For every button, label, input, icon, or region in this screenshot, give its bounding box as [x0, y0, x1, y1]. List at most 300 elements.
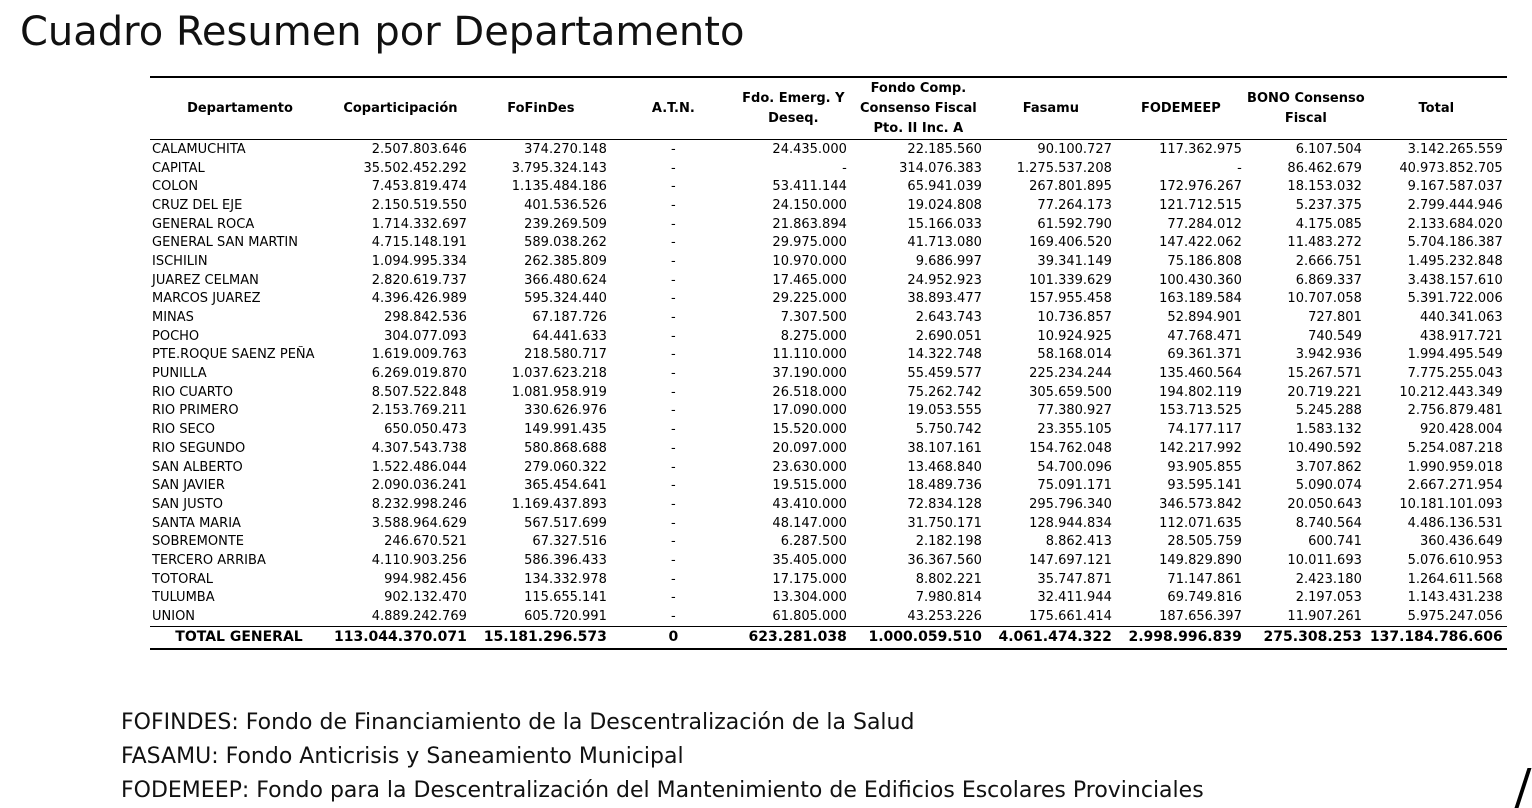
value-cell: 5.245.288: [1295, 403, 1362, 419]
value-cell: 0: [611, 626, 736, 649]
column-header: Fondo Comp. Consenso Fiscal Pto. II Inc. A: [851, 77, 986, 140]
value-cell: 147.422.062: [1159, 235, 1242, 251]
value-cell: 53.411.144: [772, 179, 847, 195]
table-row: [150, 420, 1507, 439]
value-cell: 1.143.431.238: [1407, 590, 1503, 606]
table-row: [150, 177, 1507, 196]
value-cell: 15.520.000: [772, 422, 847, 438]
value-cell: 23.355.105: [1037, 422, 1112, 438]
value-cell: 8.740.564: [1295, 515, 1362, 531]
value-cell: 2.150.519.550: [371, 197, 467, 213]
value-cell: 10.707.058: [1287, 291, 1362, 307]
value-cell: 128.944.834: [1029, 515, 1112, 531]
value-cell: -: [671, 590, 676, 606]
value-cell: 3.942.936: [1295, 347, 1362, 363]
value-cell: 1.522.486.044: [371, 459, 467, 475]
value-cell: 7.307.500: [780, 310, 847, 326]
value-cell: 48.147.000: [772, 515, 847, 531]
value-cell: 2.690.051: [915, 328, 982, 344]
summary-table: [150, 76, 1507, 650]
value-cell: 149.829.890: [1159, 552, 1242, 568]
value-cell: 623.281.038: [736, 626, 851, 649]
value-cell: -: [671, 253, 676, 269]
value-cell: -: [671, 310, 676, 326]
value-cell: 21.863.894: [772, 216, 847, 232]
value-cell: -: [671, 160, 676, 176]
value-cell: 1.037.623.218: [511, 366, 607, 382]
value-cell: 4.715.148.191: [371, 235, 467, 251]
value-cell: -: [671, 384, 676, 400]
value-cell: 17.090.000: [772, 403, 847, 419]
footnote-fofindes: FOFINDES: Fondo de Financiamiento de la Descentralización de la Salud: [121, 710, 915, 735]
value-cell: 175.661.414: [1029, 609, 1112, 625]
value-cell: 19.515.000: [772, 478, 847, 494]
value-cell: 1.994.495.549: [1407, 347, 1503, 363]
value-cell: 64.441.633: [532, 328, 607, 344]
value-cell: -: [671, 216, 676, 232]
value-cell: 20.097.000: [772, 440, 847, 456]
value-cell: 567.517.699: [524, 515, 607, 531]
value-cell: 67.187.726: [532, 310, 607, 326]
value-cell: 15.181.296.573: [471, 626, 611, 649]
value-cell: -: [671, 496, 676, 512]
value-cell: 3.438.157.610: [1407, 272, 1503, 288]
value-cell: 9.686.997: [915, 253, 982, 269]
value-cell: 69.749.816: [1167, 590, 1242, 606]
value-cell: 994.982.456: [384, 571, 467, 587]
value-cell: 6.869.337: [1295, 272, 1362, 288]
department-cell: GENERAL SAN MARTIN: [152, 235, 298, 251]
value-cell: 595.324.440: [524, 291, 607, 307]
value-cell: 586.396.433: [524, 552, 607, 568]
value-cell: 14.322.748: [907, 347, 982, 363]
value-cell: -: [671, 291, 676, 307]
value-cell: 304.077.093: [384, 328, 467, 344]
department-cell: JUAREZ CELMAN: [152, 272, 259, 288]
department-cell: SOBREMONTE: [152, 534, 244, 550]
value-cell: 17.465.000: [772, 272, 847, 288]
value-cell: 72.834.128: [907, 496, 982, 512]
value-cell: 77.284.012: [1167, 216, 1242, 232]
value-cell: 38.893.477: [907, 291, 982, 307]
value-cell: 163.189.584: [1159, 291, 1242, 307]
department-cell: CRUZ DEL EJE: [152, 197, 243, 213]
value-cell: 4.110.903.256: [371, 552, 467, 568]
value-cell: 121.712.515: [1159, 197, 1242, 213]
department-cell: RIO PRIMERO: [152, 403, 239, 419]
value-cell: 137.184.786.606: [1366, 626, 1507, 649]
value-cell: 1.135.484.186: [511, 179, 607, 195]
value-cell: 740.549: [1308, 328, 1362, 344]
table-row: [150, 290, 1507, 309]
value-cell: 74.177.117: [1167, 422, 1242, 438]
value-cell: 17.175.000: [772, 571, 847, 587]
value-cell: 15.267.571: [1287, 366, 1362, 382]
column-header: BONO Consenso Fiscal: [1246, 77, 1366, 140]
value-cell: 1.000.059.510: [851, 626, 986, 649]
table-row: [150, 476, 1507, 495]
value-cell: 1.714.332.697: [371, 216, 467, 232]
value-cell: 35.502.452.292: [363, 160, 467, 176]
value-cell: 6.269.019.870: [371, 366, 467, 382]
table-row: [150, 514, 1507, 533]
value-cell: 172.976.267: [1159, 179, 1242, 195]
footnote-fasamu: FASAMU: Fondo Anticrisis y Saneamiento Municipal: [121, 744, 684, 769]
value-cell: 298.842.536: [384, 310, 467, 326]
value-cell: 3.142.265.559: [1407, 141, 1503, 157]
department-cell: MINAS: [152, 310, 194, 326]
column-header: Fasamu: [986, 77, 1116, 140]
value-cell: 438.917.721: [1420, 328, 1503, 344]
value-cell: 374.270.148: [524, 141, 607, 157]
value-cell: 100.430.360: [1159, 272, 1242, 288]
value-cell: 69.361.371: [1167, 347, 1242, 363]
table-row: [150, 308, 1507, 327]
value-cell: 1.081.958.919: [511, 384, 607, 400]
value-cell: 169.406.520: [1029, 235, 1112, 251]
value-cell: 113.044.370.071: [330, 626, 471, 649]
value-cell: 24.435.000: [772, 141, 847, 157]
value-cell: 295.796.340: [1029, 496, 1112, 512]
value-cell: 6.107.504: [1295, 141, 1362, 157]
value-cell: -: [1237, 160, 1242, 176]
table-row: [150, 551, 1507, 570]
value-cell: 246.670.521: [384, 534, 467, 550]
department-cell: PUNILLA: [152, 366, 207, 382]
value-cell: 71.147.861: [1167, 571, 1242, 587]
table-row: [150, 327, 1507, 346]
value-cell: 4.175.085: [1295, 216, 1362, 232]
value-cell: 54.700.096: [1037, 459, 1112, 475]
column-header: Fdo. Emerg. Y Deseq.: [736, 77, 851, 140]
value-cell: 314.076.383: [899, 160, 982, 176]
value-cell: 2.197.053: [1295, 590, 1362, 606]
value-cell: -: [671, 141, 676, 157]
value-cell: -: [671, 552, 676, 568]
value-cell: 142.217.992: [1159, 440, 1242, 456]
value-cell: 650.050.473: [384, 422, 467, 438]
department-cell: SANTA MARIA: [152, 515, 241, 531]
value-cell: 93.595.141: [1167, 478, 1242, 494]
value-cell: 55.459.577: [907, 366, 982, 382]
department-cell: TULUMBA: [152, 590, 215, 606]
department-cell: SAN JAVIER: [152, 478, 225, 494]
page-title: Cuadro Resumen por Departamento: [20, 9, 745, 55]
table-row: [150, 439, 1507, 458]
value-cell: 35.405.000: [772, 552, 847, 568]
value-cell: 727.801: [1308, 310, 1362, 326]
column-header: A.T.N.: [611, 77, 736, 140]
table-row: [150, 589, 1507, 608]
value-cell: 2.133.684.020: [1407, 216, 1503, 232]
value-cell: -: [671, 197, 676, 213]
value-cell: 360.436.649: [1420, 534, 1503, 550]
value-cell: 1.583.132: [1295, 422, 1362, 438]
value-cell: -: [671, 328, 676, 344]
value-cell: 9.167.587.037: [1407, 179, 1503, 195]
value-cell: 40.973.852.705: [1399, 160, 1503, 176]
value-cell: 10.924.925: [1037, 328, 1112, 344]
table-row: [150, 271, 1507, 290]
value-cell: 1.495.232.848: [1407, 253, 1503, 269]
value-cell: 39.341.149: [1037, 253, 1112, 269]
value-cell: 153.713.525: [1159, 403, 1242, 419]
column-header: FoFinDes: [471, 77, 611, 140]
value-cell: 1.094.995.334: [371, 253, 467, 269]
value-cell: 10.970.000: [772, 253, 847, 269]
column-header: Departamento: [150, 77, 330, 140]
department-cell: CALAMUCHITA: [152, 141, 246, 157]
value-cell: 75.091.171: [1037, 478, 1112, 494]
value-cell: 2.182.198: [915, 534, 982, 550]
value-cell: 580.868.688: [524, 440, 607, 456]
value-cell: 1.275.537.208: [1016, 160, 1112, 176]
value-cell: 275.308.253: [1246, 626, 1366, 649]
value-cell: 75.262.742: [907, 384, 982, 400]
value-cell: 2.820.619.737: [371, 272, 467, 288]
value-cell: -: [671, 440, 676, 456]
total-row: [150, 626, 1507, 649]
value-cell: 19.053.555: [907, 403, 982, 419]
value-cell: 38.107.161: [907, 440, 982, 456]
value-cell: 7.775.255.043: [1407, 366, 1503, 382]
value-cell: 1.264.611.568: [1407, 571, 1503, 587]
value-cell: 101.339.629: [1029, 272, 1112, 288]
table-row: [150, 196, 1507, 215]
value-cell: 147.697.121: [1029, 552, 1112, 568]
value-cell: -: [671, 235, 676, 251]
value-cell: 10.011.693: [1287, 552, 1362, 568]
value-cell: 24.952.923: [907, 272, 982, 288]
value-cell: 61.805.000: [772, 609, 847, 625]
value-cell: 2.666.751: [1295, 253, 1362, 269]
value-cell: -: [671, 272, 676, 288]
value-cell: 2.090.036.241: [371, 478, 467, 494]
value-cell: 10.736.857: [1037, 310, 1112, 326]
value-cell: 11.110.000: [772, 347, 847, 363]
table-row: [150, 570, 1507, 589]
department-cell: RIO CUARTO: [152, 384, 233, 400]
table-body: [150, 140, 1507, 649]
value-cell: 135.460.564: [1159, 366, 1242, 382]
department-cell: COLON: [152, 179, 199, 195]
value-cell: 4.307.543.738: [371, 440, 467, 456]
value-cell: 149.991.435: [524, 422, 607, 438]
value-cell: 5.750.742: [915, 422, 982, 438]
value-cell: 28.505.759: [1167, 534, 1242, 550]
value-cell: 187.656.397: [1159, 609, 1242, 625]
value-cell: -: [671, 609, 676, 625]
value-cell: 112.071.635: [1159, 515, 1242, 531]
value-cell: 605.720.991: [524, 609, 607, 625]
value-cell: 77.380.927: [1037, 403, 1112, 419]
table-row: [150, 140, 1507, 159]
table-row: [150, 364, 1507, 383]
value-cell: 8.275.000: [780, 328, 847, 344]
column-header: Coparticipación: [330, 77, 471, 140]
value-cell: 37.190.000: [772, 366, 847, 382]
table-row: [150, 383, 1507, 402]
department-cell: POCHO: [152, 328, 200, 344]
table-row: [150, 252, 1507, 271]
value-cell: 330.626.976: [524, 403, 607, 419]
value-cell: 22.185.560: [907, 141, 982, 157]
table-row: [150, 607, 1507, 626]
department-cell: TOTAL GENERAL: [150, 626, 330, 649]
value-cell: 1.990.959.018: [1407, 459, 1503, 475]
value-cell: 5.704.186.387: [1407, 235, 1503, 251]
value-cell: -: [671, 347, 676, 363]
table-row: [150, 495, 1507, 514]
value-cell: -: [671, 403, 676, 419]
table-row: [150, 215, 1507, 234]
value-cell: 366.480.624: [524, 272, 607, 288]
value-cell: 52.894.901: [1167, 310, 1242, 326]
footnotes: [121, 706, 1204, 808]
value-cell: 86.462.679: [1287, 160, 1362, 176]
value-cell: 239.269.509: [524, 216, 607, 232]
value-cell: 8.862.413: [1045, 534, 1112, 550]
department-cell: RIO SEGUNDO: [152, 440, 246, 456]
value-cell: 1.619.009.763: [371, 347, 467, 363]
value-cell: 31.750.171: [907, 515, 982, 531]
value-cell: 4.061.474.322: [986, 626, 1116, 649]
value-cell: 15.166.033: [907, 216, 982, 232]
value-cell: 346.573.842: [1159, 496, 1242, 512]
value-cell: -: [671, 534, 676, 550]
value-cell: -: [671, 366, 676, 382]
value-cell: 225.234.244: [1029, 366, 1112, 382]
value-cell: -: [671, 515, 676, 531]
value-cell: 26.518.000: [772, 384, 847, 400]
footnote-fodemeep: FODEMEEP: Fondo para la Descentralización del Mantenimiento de Edificios Escolares Provinciales: [121, 778, 1204, 803]
value-cell: 2.667.271.954: [1407, 478, 1503, 494]
department-cell: SAN ALBERTO: [152, 459, 243, 475]
value-cell: 5.391.722.006: [1407, 291, 1503, 307]
value-cell: 8.507.522.848: [371, 384, 467, 400]
value-cell: 10.181.101.093: [1399, 496, 1503, 512]
value-cell: 5.076.610.953: [1407, 552, 1503, 568]
value-cell: 2.643.743: [915, 310, 982, 326]
value-cell: 440.341.063: [1420, 310, 1503, 326]
value-cell: 218.580.717: [524, 347, 607, 363]
value-cell: 920.428.004: [1420, 422, 1503, 438]
value-cell: 67.327.516: [532, 534, 607, 550]
value-cell: -: [671, 422, 676, 438]
value-cell: 43.410.000: [772, 496, 847, 512]
department-cell: PTE.ROQUE SAENZ PEÑA: [152, 347, 315, 363]
department-cell: TERCERO ARRIBA: [152, 552, 266, 568]
value-cell: 2.507.803.646: [371, 141, 467, 157]
value-cell: 36.367.560: [907, 552, 982, 568]
value-cell: 5.254.087.218: [1407, 440, 1503, 456]
value-cell: 90.100.727: [1037, 141, 1112, 157]
value-cell: 194.802.119: [1159, 384, 1242, 400]
value-cell: 93.905.855: [1167, 459, 1242, 475]
column-header: FODEMEEP: [1116, 77, 1246, 140]
value-cell: 8.802.221: [915, 571, 982, 587]
value-cell: 18.489.736: [907, 478, 982, 494]
department-cell: ISCHILIN: [152, 253, 208, 269]
value-cell: 1.169.437.893: [511, 496, 607, 512]
value-cell: 18.153.032: [1287, 179, 1362, 195]
department-cell: CAPITAL: [152, 160, 205, 176]
table-row: [150, 532, 1507, 551]
value-cell: 157.955.458: [1029, 291, 1112, 307]
value-cell: 41.713.080: [907, 235, 982, 251]
value-cell: 13.468.840: [907, 459, 982, 475]
value-cell: 365.454.641: [524, 478, 607, 494]
value-cell: 4.486.136.531: [1407, 515, 1503, 531]
value-cell: 75.186.808: [1167, 253, 1242, 269]
value-cell: 32.411.944: [1037, 590, 1112, 606]
value-cell: 2.998.996.839: [1116, 626, 1246, 649]
department-cell: SAN JUSTO: [152, 496, 224, 512]
value-cell: 5.090.074: [1295, 478, 1362, 494]
value-cell: 47.768.471: [1167, 328, 1242, 344]
value-cell: 902.132.470: [384, 590, 467, 606]
value-cell: 3.795.324.143: [511, 160, 607, 176]
value-cell: 262.385.809: [524, 253, 607, 269]
value-cell: 20.050.643: [1287, 496, 1362, 512]
value-cell: 600.741: [1308, 534, 1362, 550]
value-cell: 154.762.048: [1029, 440, 1112, 456]
value-cell: 6.287.500: [780, 534, 847, 550]
value-cell: 401.536.526: [524, 197, 607, 213]
value-cell: -: [671, 459, 676, 475]
value-cell: 24.150.000: [772, 197, 847, 213]
value-cell: 19.024.808: [907, 197, 982, 213]
value-cell: 29.225.000: [772, 291, 847, 307]
department-cell: UNION: [152, 609, 196, 625]
value-cell: 11.483.272: [1287, 235, 1362, 251]
value-cell: 267.801.895: [1029, 179, 1112, 195]
department-cell: TOTORAL: [152, 571, 213, 587]
value-cell: 3.707.862: [1295, 459, 1362, 475]
value-cell: 77.264.173: [1037, 197, 1112, 213]
value-cell: 65.941.039: [907, 179, 982, 195]
value-cell: 3.588.964.629: [371, 515, 467, 531]
value-cell: 8.232.998.246: [371, 496, 467, 512]
value-cell: -: [671, 478, 676, 494]
value-cell: 4.396.426.989: [371, 291, 467, 307]
value-cell: 134.332.978: [524, 571, 607, 587]
table-row: [150, 458, 1507, 477]
value-cell: 2.756.879.481: [1407, 403, 1503, 419]
value-cell: 7.980.814: [915, 590, 982, 606]
table-row: [150, 233, 1507, 252]
value-cell: 61.592.790: [1037, 216, 1112, 232]
value-cell: 58.168.014: [1037, 347, 1112, 363]
department-cell: MARCOS JUAREZ: [152, 291, 261, 307]
value-cell: 589.038.262: [524, 235, 607, 251]
value-cell: 13.304.000: [772, 590, 847, 606]
table-row: [150, 402, 1507, 421]
corner-slash-mark: [1515, 768, 1532, 808]
value-cell: 20.719.221: [1287, 384, 1362, 400]
table-row: [150, 159, 1507, 178]
value-cell: 2.423.180: [1295, 571, 1362, 587]
value-cell: 10.490.592: [1287, 440, 1362, 456]
value-cell: 279.060.322: [524, 459, 607, 475]
table-header-row: [150, 77, 1507, 140]
value-cell: 4.889.242.769: [371, 609, 467, 625]
value-cell: 115.655.141: [524, 590, 607, 606]
value-cell: 2.799.444.946: [1407, 197, 1503, 213]
value-cell: 43.253.226: [907, 609, 982, 625]
value-cell: 23.630.000: [772, 459, 847, 475]
column-header: Total: [1366, 77, 1507, 140]
